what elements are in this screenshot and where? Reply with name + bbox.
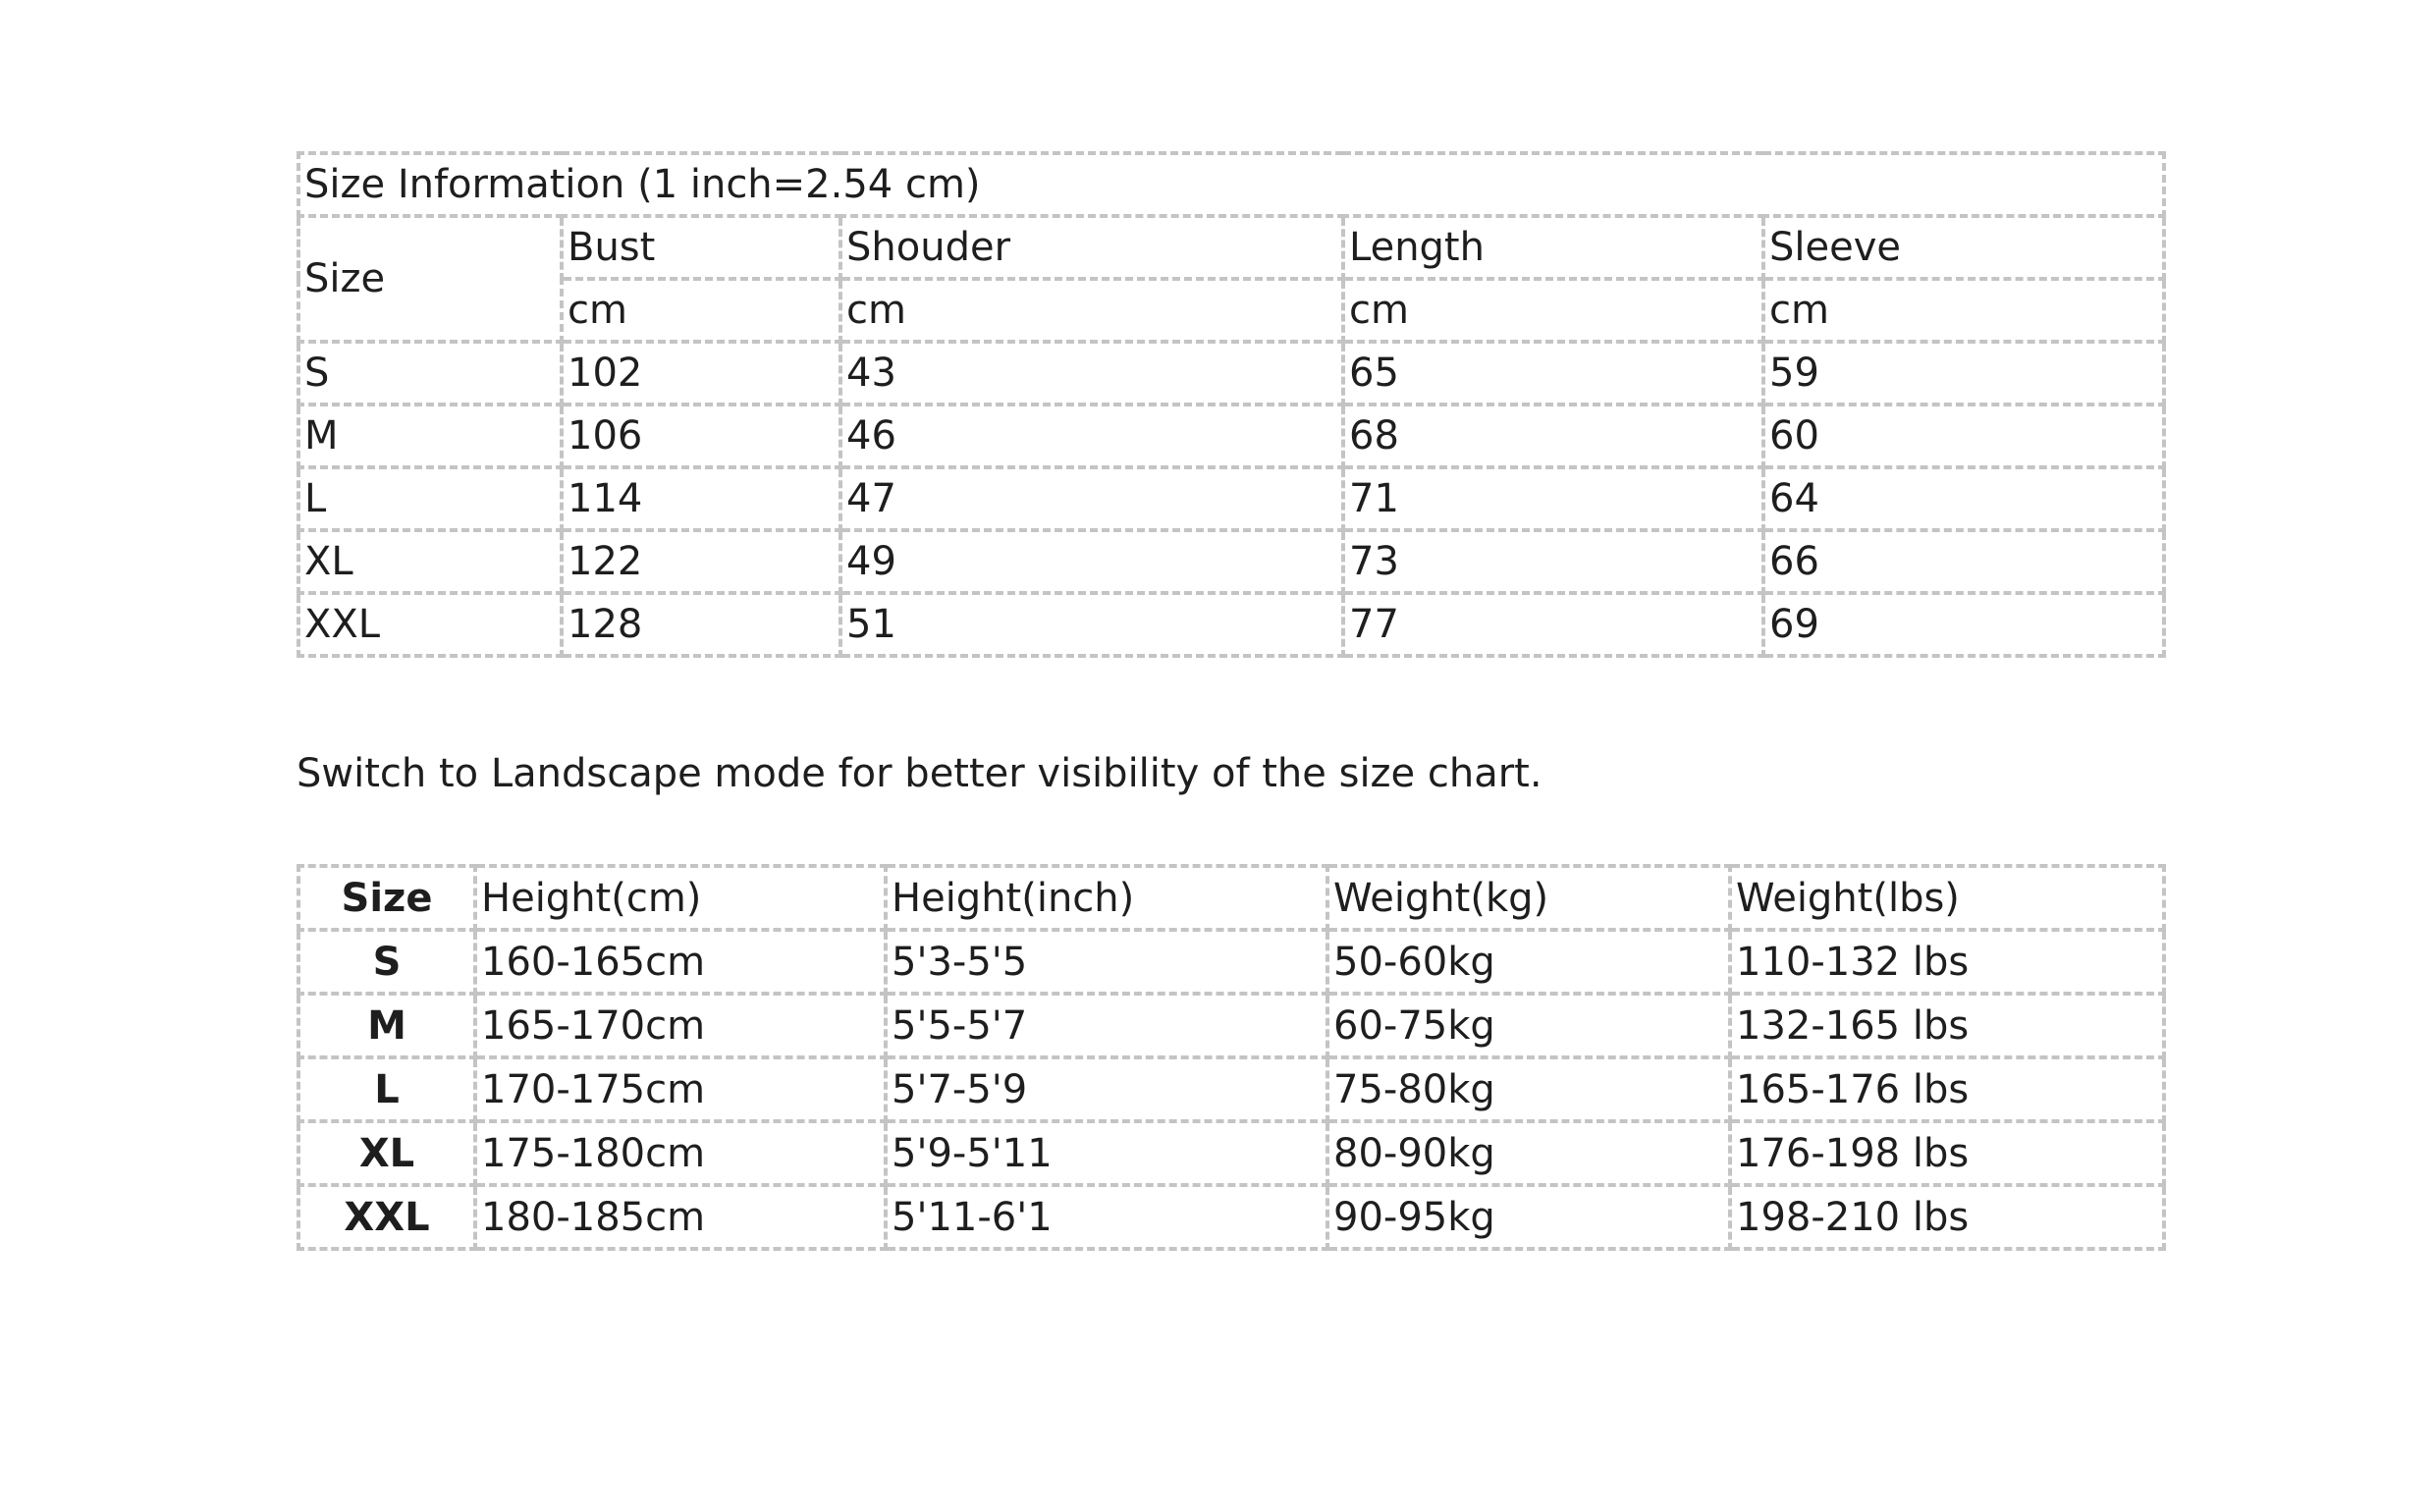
unit-sleeve: cm (1763, 279, 2164, 342)
height-cm-value: 180-185cm (475, 1185, 886, 1249)
bust-value: 106 (562, 405, 840, 467)
table-row (298, 530, 2164, 593)
column-header-shoulder: Shouder (840, 216, 1343, 279)
bust-value: 114 (562, 467, 840, 530)
shoulder-value: 43 (840, 342, 1343, 405)
sleeve-value: 64 (1763, 467, 2164, 530)
size-label: M (298, 405, 562, 467)
column-header-length: Length (1343, 216, 1763, 279)
weight-kg-value: 90-95kg (1327, 1185, 1730, 1249)
table-row (298, 1057, 2164, 1121)
height-cm-value: 160-165cm (475, 930, 886, 994)
header-row (298, 216, 2164, 279)
length-value: 71 (1343, 467, 1763, 530)
weight-lbs-value: 198-210 lbs (1730, 1185, 2164, 1249)
unit-row (298, 279, 2164, 342)
size-header: Size (298, 866, 475, 930)
size-label: XL (298, 530, 562, 593)
shoulder-value: 51 (840, 593, 1343, 656)
bust-value: 102 (562, 342, 840, 405)
column-header-height-inch: Height(inch) (886, 866, 1327, 930)
length-value: 77 (1343, 593, 1763, 656)
table-row (298, 1121, 2164, 1185)
height-cm-value: 175-180cm (475, 1121, 886, 1185)
table-row (298, 930, 2164, 994)
table-title-row (298, 153, 2164, 216)
sleeve-value: 69 (1763, 593, 2164, 656)
weight-kg-value: 60-75kg (1327, 994, 1730, 1057)
height-cm-value: 165-170cm (475, 994, 886, 1057)
size-label: S (298, 930, 475, 994)
weight-kg-value: 75-80kg (1327, 1057, 1730, 1121)
weight-lbs-value: 110-132 lbs (1730, 930, 2164, 994)
size-label: L (298, 1057, 475, 1121)
height-inch-value: 5'9-5'11 (886, 1121, 1327, 1185)
column-header-sleeve: Sleeve (1763, 216, 2164, 279)
height-cm-value: 170-175cm (475, 1057, 886, 1121)
size-header: Size (298, 216, 562, 342)
bust-value: 122 (562, 530, 840, 593)
size-label: XL (298, 1121, 475, 1185)
height-inch-value: 5'3-5'5 (886, 930, 1327, 994)
table-row (298, 467, 2164, 530)
size-label: S (298, 342, 562, 405)
table-row (298, 1185, 2164, 1249)
shoulder-value: 47 (840, 467, 1343, 530)
height-inch-value: 5'5-5'7 (886, 994, 1327, 1057)
shoulder-value: 49 (840, 530, 1343, 593)
length-value: 73 (1343, 530, 1763, 593)
size-label: L (298, 467, 562, 530)
shoulder-value: 46 (840, 405, 1343, 467)
weight-kg-value: 50-60kg (1327, 930, 1730, 994)
size-label: M (298, 994, 475, 1057)
sleeve-value: 66 (1763, 530, 2164, 593)
height-inch-value: 5'7-5'9 (886, 1057, 1327, 1121)
height-inch-value: 5'11-6'1 (886, 1185, 1327, 1249)
column-header-bust: Bust (562, 216, 840, 279)
bust-value: 128 (562, 593, 840, 656)
column-header-weight-lbs: Weight(lbs) (1730, 866, 2164, 930)
column-header-weight-kg: Weight(kg) (1327, 866, 1730, 930)
weight-kg-value: 80-90kg (1327, 1121, 1730, 1185)
length-value: 65 (1343, 342, 1763, 405)
unit-bust: cm (562, 279, 840, 342)
size-label: XXL (298, 593, 562, 656)
landscape-mode-note: Switch to Landscape mode for better visibility of the size chart. (297, 751, 1542, 796)
size-information-table (297, 151, 2166, 658)
table-row (298, 405, 2164, 467)
column-header-height-cm: Height(cm) (475, 866, 886, 930)
unit-shoulder: cm (840, 279, 1343, 342)
weight-lbs-value: 176-198 lbs (1730, 1121, 2164, 1185)
table-row (298, 593, 2164, 656)
height-weight-table (297, 864, 2166, 1251)
weight-lbs-value: 132-165 lbs (1730, 994, 2164, 1057)
table-title: Size Information (1 inch=2.54 cm) (298, 153, 2164, 216)
unit-length: cm (1343, 279, 1763, 342)
header-row (298, 866, 2164, 930)
length-value: 68 (1343, 405, 1763, 467)
table-row (298, 342, 2164, 405)
table-row (298, 994, 2164, 1057)
weight-lbs-value: 165-176 lbs (1730, 1057, 2164, 1121)
size-label: XXL (298, 1185, 475, 1249)
sleeve-value: 59 (1763, 342, 2164, 405)
sleeve-value: 60 (1763, 405, 2164, 467)
